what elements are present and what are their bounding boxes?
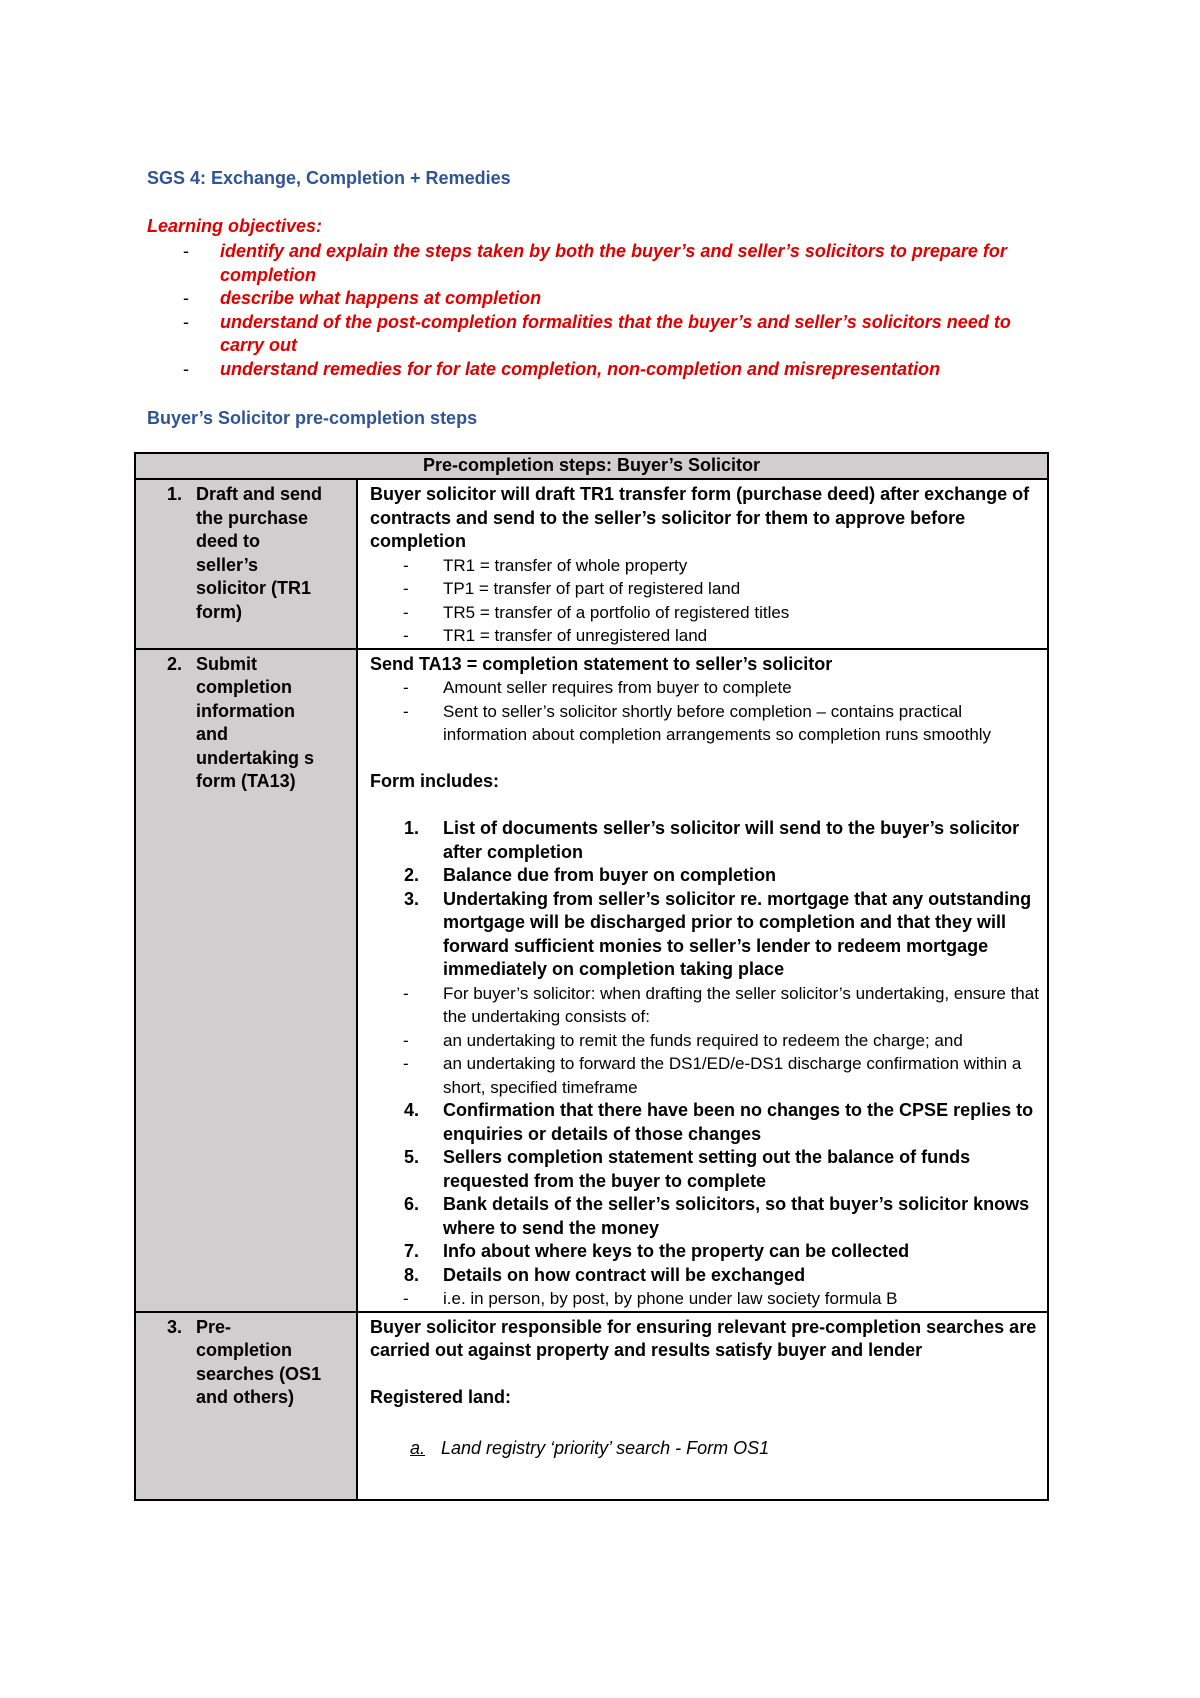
table-row — [135, 649, 1048, 1312]
list-item: - TR1 = transfer of whole property — [370, 554, 1041, 578]
numbered-list — [370, 817, 1041, 982]
list-item: 8. Details on how contract will be exchanged — [404, 1264, 806, 1285]
step-intro: Buyer solicitor responsible for ensuring relevant pre-completion searches are carried out against property and results satisfy buyer and lender — [370, 1316, 1037, 1360]
list-item: 6. Bank details of the seller’s solicitors, so that buyer’s solicitor knows where to send the money — [404, 1194, 1030, 1238]
objective-item: - identify and explain the steps taken by both the buyer’s and seller’s solicitors to prepare for completion — [147, 240, 1047, 287]
list-item: 5. Sellers completion statement setting out the balance of funds requested from the buyer to complete — [404, 1147, 971, 1191]
pre-completion-steps-table — [134, 452, 1049, 1501]
sub-item-text: Land registry ‘priority’ search - Form OS1 — [441, 1438, 770, 1458]
sub-item — [370, 1433, 1041, 1461]
table-row — [135, 1312, 1048, 1500]
list-item: - i.e. in person, by post, by phone under law society formula B — [370, 1287, 1041, 1311]
list-item: - TR1 = transfer of unregistered land — [370, 624, 1041, 648]
list-item: 4. Confirmation that there have been no changes to the CPSE replies to enquiries or details of those changes — [404, 1100, 1034, 1144]
bullet-list — [370, 554, 1041, 648]
bullet-list — [370, 1287, 1041, 1311]
step-cell — [135, 1312, 357, 1500]
step-intro: Send TA13 = completion statement to seller’s solicitor — [370, 653, 833, 674]
objective-item: - describe what happens at completion — [147, 287, 1047, 311]
list-item: 7. Info about where keys to the property can be collected — [404, 1241, 910, 1261]
step-label: Submit completion information and undertaking s form (TA13) — [196, 653, 315, 791]
step-label: Pre-completion searches (OS1 and others) — [196, 1316, 322, 1407]
form-includes-heading: Form includes: — [370, 771, 500, 791]
list-item: - TR5 = transfer of a portfolio of registered titles — [370, 601, 1041, 625]
list-item: - Sent to seller’s solicitor shortly before completion – contains practical information about completion arrangements so completion runs smoothly — [370, 700, 1041, 747]
numbered-list — [370, 1099, 1041, 1287]
list-item: - an undertaking to forward the DS1/ED/e-DS1 discharge confirmation within a short, specified timeframe — [370, 1052, 1041, 1099]
objective-item: - understand remedies for for late completion, non-completion and misrepresentation — [147, 358, 1047, 382]
step-cell — [135, 479, 357, 649]
objective-item: - understand of the post-completion formalities that the buyer’s and seller’s solicitors need to carry out — [147, 311, 1047, 358]
bullet-list — [370, 676, 1041, 747]
step-detail-cell — [357, 1312, 1048, 1500]
learning-objectives-heading: Learning objectives: — [147, 216, 323, 236]
sub-item-letter: a. — [410, 1438, 426, 1458]
list-item: - Amount seller requires from buyer to complete — [370, 676, 1041, 700]
list-item: - TP1 = transfer of part of registered land — [370, 577, 1041, 601]
table-row — [135, 479, 1048, 649]
list-item: 2. Balance due from buyer on completion — [404, 865, 777, 885]
step-detail-cell — [357, 649, 1048, 1312]
list-item: - an undertaking to remit the funds required to redeem the charge; and — [370, 1029, 1041, 1053]
registered-land-heading: Registered land: — [370, 1387, 512, 1407]
section-heading: Buyer’s Solicitor pre-completion steps — [147, 408, 478, 428]
step-intro: Buyer solicitor will draft TR1 transfer form (purchase deed) after exchange of contracts and send to the seller’s solicitor for them to approve before completion — [370, 484, 1030, 551]
document-title: SGS 4: Exchange, Completion + Remedies — [147, 168, 511, 188]
list-item: 1. List of documents seller’s solicitor will send to the buyer’s solicitor after completion — [404, 818, 1020, 862]
step-label: Draft and send the purchase deed to seller’s solicitor (TR1 form) — [196, 484, 323, 622]
list-item: - For buyer’s solicitor: when drafting the seller solicitor’s undertaking, ensure that the undertaking consists of: — [370, 982, 1041, 1029]
list-item: 3. Undertaking from seller’s solicitor re. mortgage that any outstanding mortgage will be discharged prior to completion and that they will forward sufficient monies to seller’s lender to redeem mortgage immediately on completion taking place — [404, 888, 1032, 979]
bullet-list — [370, 982, 1041, 1100]
step-number: 2. — [166, 653, 182, 674]
step-detail-cell — [357, 479, 1048, 649]
learning-objectives-list — [147, 240, 1047, 381]
step-cell — [135, 649, 357, 1312]
step-number: 3. — [166, 1316, 182, 1337]
table-header: Pre-completion steps: Buyer’s Solicitor — [135, 453, 1048, 479]
step-number: 1. — [166, 484, 182, 504]
